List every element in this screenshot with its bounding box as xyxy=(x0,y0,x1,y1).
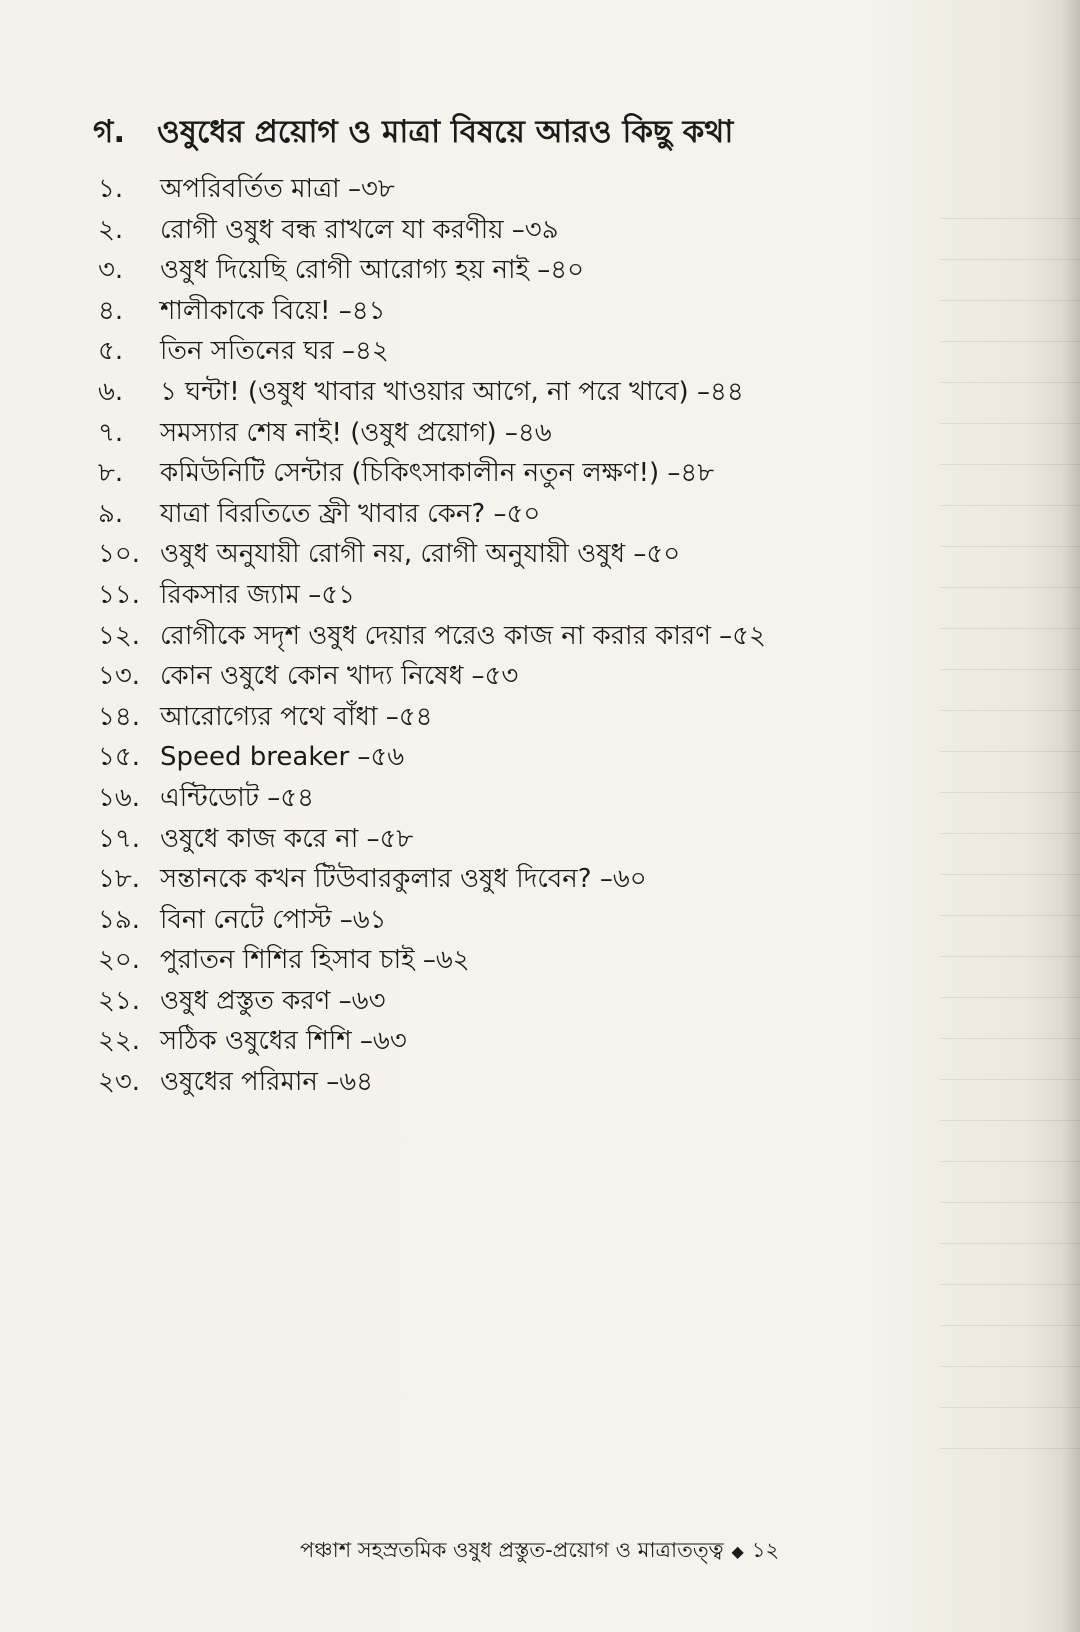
toc-item xyxy=(98,899,766,940)
toc-item-number: ৯. xyxy=(98,498,124,529)
toc-item-title: এন্টিডোট –৫৪ xyxy=(160,782,314,813)
section-label: গ. xyxy=(93,114,126,150)
toc-item-number: ৮. xyxy=(98,458,124,489)
toc-item-number: ২১. xyxy=(98,985,141,1016)
toc-list xyxy=(98,168,766,1102)
toc-item-title: তিন সতিনের ঘর –৪২ xyxy=(160,336,389,367)
page-number: ১২ xyxy=(751,1538,780,1562)
page-edge-shadow xyxy=(1062,0,1080,1632)
toc-item xyxy=(98,980,766,1021)
toc-item-title: সমস্যার শেষ নাই! (ওষুধ প্রয়োগ) –৪৬ xyxy=(160,417,552,448)
toc-item xyxy=(98,818,766,859)
toc-item-title: Speed breaker –৫৬ xyxy=(160,742,405,773)
toc-item xyxy=(98,1020,766,1061)
toc-item xyxy=(98,858,766,899)
toc-item xyxy=(98,777,766,818)
toc-item-title: কোন ওষুধে কোন খাদ্য নিষেধ –৫৩ xyxy=(160,661,519,692)
toc-item-title: ১ ঘন্টা! (ওষুধ খাবার খাওয়ার আগে, না পরে খাবে) –৪৪ xyxy=(160,376,744,407)
toc-item-title: সঠিক ওষুধের শিশি –৬৩ xyxy=(160,1026,407,1057)
toc-item-title: ওষুধ অনুযায়ী রোগী নয়, রোগী অনুযায়ী ওষুধ –৫০ xyxy=(160,539,681,570)
toc-item-title: কমিউনিটি সেন্টার (চিকিৎসাকালীন নতুন লক্ষণ!) –৪৮ xyxy=(160,458,715,489)
toc-item xyxy=(98,209,766,250)
toc-item-title: শালীকাকে বিয়ে! –৪১ xyxy=(160,295,386,326)
toc-item-title: রিকসার জ্যাম –৫১ xyxy=(160,579,355,610)
toc-item-number: ৩. xyxy=(98,255,124,286)
toc-item xyxy=(98,574,766,615)
toc-item-number: ৪. xyxy=(98,295,124,326)
toc-item xyxy=(98,655,766,696)
toc-item xyxy=(98,1061,766,1102)
toc-item xyxy=(98,249,766,290)
section-heading xyxy=(93,108,733,160)
toc-item-number: ১৯. xyxy=(98,904,141,935)
toc-item-title: ওষুধ প্রস্তুত করণ –৬৩ xyxy=(160,985,386,1016)
toc-item-title: রোগী ওষুধ বন্ধ রাখলে যা করণীয় –৩৯ xyxy=(160,214,559,245)
toc-item xyxy=(98,168,766,209)
toc-item xyxy=(98,493,766,534)
toc-item-number: ১৫. xyxy=(98,742,141,773)
toc-item xyxy=(98,736,766,777)
toc-item xyxy=(98,696,766,737)
toc-item-title: পুরাতন শিশির হিসাব চাই –৬২ xyxy=(160,945,470,976)
toc-item xyxy=(98,412,766,453)
show-through-background xyxy=(940,180,1080,1460)
toc-item-title: রোগীকে সদৃশ ওষুধ দেয়ার পরেও কাজ না করার কারণ –৫২ xyxy=(160,620,766,651)
toc-item xyxy=(98,330,766,371)
toc-item-title: বিনা নেটে পোস্ট –৬১ xyxy=(160,904,387,935)
toc-item-number: ১৬. xyxy=(98,782,141,813)
toc-item-number: ১৩. xyxy=(98,661,141,692)
running-title: পঞ্চাশ সহস্রতমিক ওষুধ প্রস্তুত-প্রয়োগ ও মাত্রাতত্ত্ব xyxy=(300,1538,724,1562)
section-title: ওষুধের প্রয়োগ ও মাত্রা বিষয়ে আরও কিছু কথা xyxy=(157,114,734,150)
toc-item-title: যাত্রা বিরতিতে ফ্রী খাবার কেন? –৫০ xyxy=(160,498,541,529)
toc-item xyxy=(98,939,766,980)
toc-item-number: ১০. xyxy=(98,539,141,570)
toc-item xyxy=(98,615,766,656)
toc-item-number: ১৮. xyxy=(98,864,141,895)
toc-item-number: ১১. xyxy=(98,579,141,610)
toc-item-number: ৫. xyxy=(98,336,124,367)
toc-item-number: ১৪. xyxy=(98,701,141,732)
toc-item-number: ১২. xyxy=(98,620,141,651)
toc-item xyxy=(98,290,766,331)
toc-item-number: ২৩. xyxy=(98,1067,141,1098)
toc-item xyxy=(98,452,766,493)
diamond-separator-icon: ◆ xyxy=(731,1542,744,1561)
toc-item-title: সন্তানকে কখন টিউবারকুলার ওষুধ দিবেন? –৬০ xyxy=(160,864,647,895)
toc-item-number: ৬. xyxy=(98,376,124,407)
toc-item-number: ১. xyxy=(98,174,124,204)
toc-item-title: ওষুধে কাজ করে না –৫৮ xyxy=(160,823,414,854)
toc-item-number: ২০. xyxy=(98,945,141,976)
toc-item-number: ১৭. xyxy=(98,823,141,854)
toc-item-number: ২. xyxy=(98,214,124,245)
toc-item-number: ২২. xyxy=(98,1026,141,1057)
toc-item xyxy=(98,371,766,412)
toc-item xyxy=(98,533,766,574)
page-footer xyxy=(300,1534,779,1569)
toc-item-number: ৭. xyxy=(98,417,124,448)
toc-item-title: ওষুধ দিয়েছি রোগী আরোগ্য হয় নাই –৪০ xyxy=(160,255,585,286)
toc-item-title: আরোগ্যের পথে বাঁধা –৫৪ xyxy=(160,701,433,732)
toc-item-title: অপরিবর্তিত মাত্রা –৩৮ xyxy=(160,174,395,204)
toc-item-title: ওষুধের পরিমান –৬৪ xyxy=(160,1067,373,1098)
